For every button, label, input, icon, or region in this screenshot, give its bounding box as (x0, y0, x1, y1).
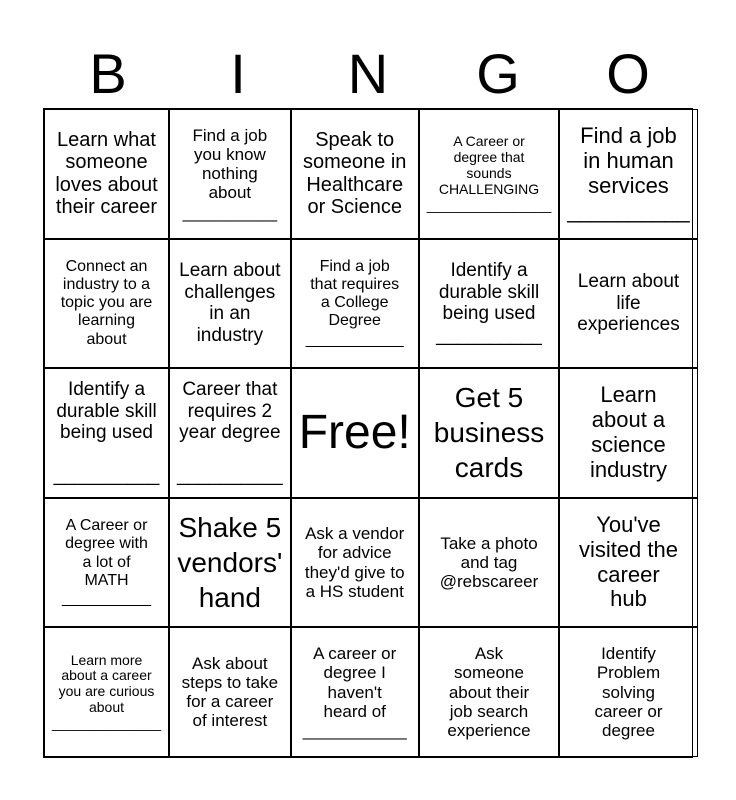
bingo-cell: Take a photo and tag @rebscareer (419, 498, 560, 628)
bingo-cell: Find a job that requires a College Degree ___________ (291, 239, 419, 369)
header-letter-n: N (347, 42, 389, 105)
header-letter-i: I (230, 42, 246, 105)
bingo-cell: Learn what someone loves about their career (44, 109, 169, 239)
bingo-grid (43, 108, 693, 758)
bingo-cell: A Career or degree with a lot of MATH __________ (44, 498, 169, 628)
bingo-cell: Learn about challenges in an industry (169, 239, 291, 369)
bingo-cell: Get 5 business cards (419, 368, 560, 498)
bingo-cell: Connect an industry to a topic you are learning about (44, 239, 169, 369)
bingo-cell: Career that requires 2 year degree __________ (169, 368, 291, 498)
bingo-cell: Find a job you know nothing about __________ (169, 109, 291, 239)
bingo-cell: Find a job in human services __________ (559, 109, 697, 239)
bingo-header (43, 40, 693, 108)
bingo-cell: Learn about a science industry (559, 368, 697, 498)
bingo-cell: Identify a durable skill being used __________ (44, 368, 169, 498)
bingo-cell: Identify Problem solving career or degree (559, 627, 697, 757)
header-letter-b: B (89, 42, 127, 105)
bingo-cell: Ask a vendor for advice they'd give to a HS student (291, 498, 419, 628)
free-cell: Free! (291, 368, 419, 498)
bingo-cell: Learn more about a career you are curious about ______________ (44, 627, 169, 757)
bingo-cell: Ask someone about their job search experience (419, 627, 560, 757)
header-letter-g: G (476, 42, 520, 105)
bingo-cell: Shake 5 vendors' hand (169, 498, 291, 628)
bingo-cell: Learn about life experiences (559, 239, 697, 369)
bingo-cell: Speak to someone in Healthcare or Science (291, 109, 419, 239)
bingo-cell: A career or degree I haven't heard of ___________ (291, 627, 419, 757)
bingo-cell: You've visited the career hub (559, 498, 697, 628)
bingo-cell: A Career or degree that sounds CHALLENGING ________________ (419, 109, 560, 239)
header-letter-o: O (606, 42, 650, 105)
bingo-cell: Identify a durable skill being used __________ (419, 239, 560, 369)
bingo-cell: Ask about steps to take for a career of interest (169, 627, 291, 757)
